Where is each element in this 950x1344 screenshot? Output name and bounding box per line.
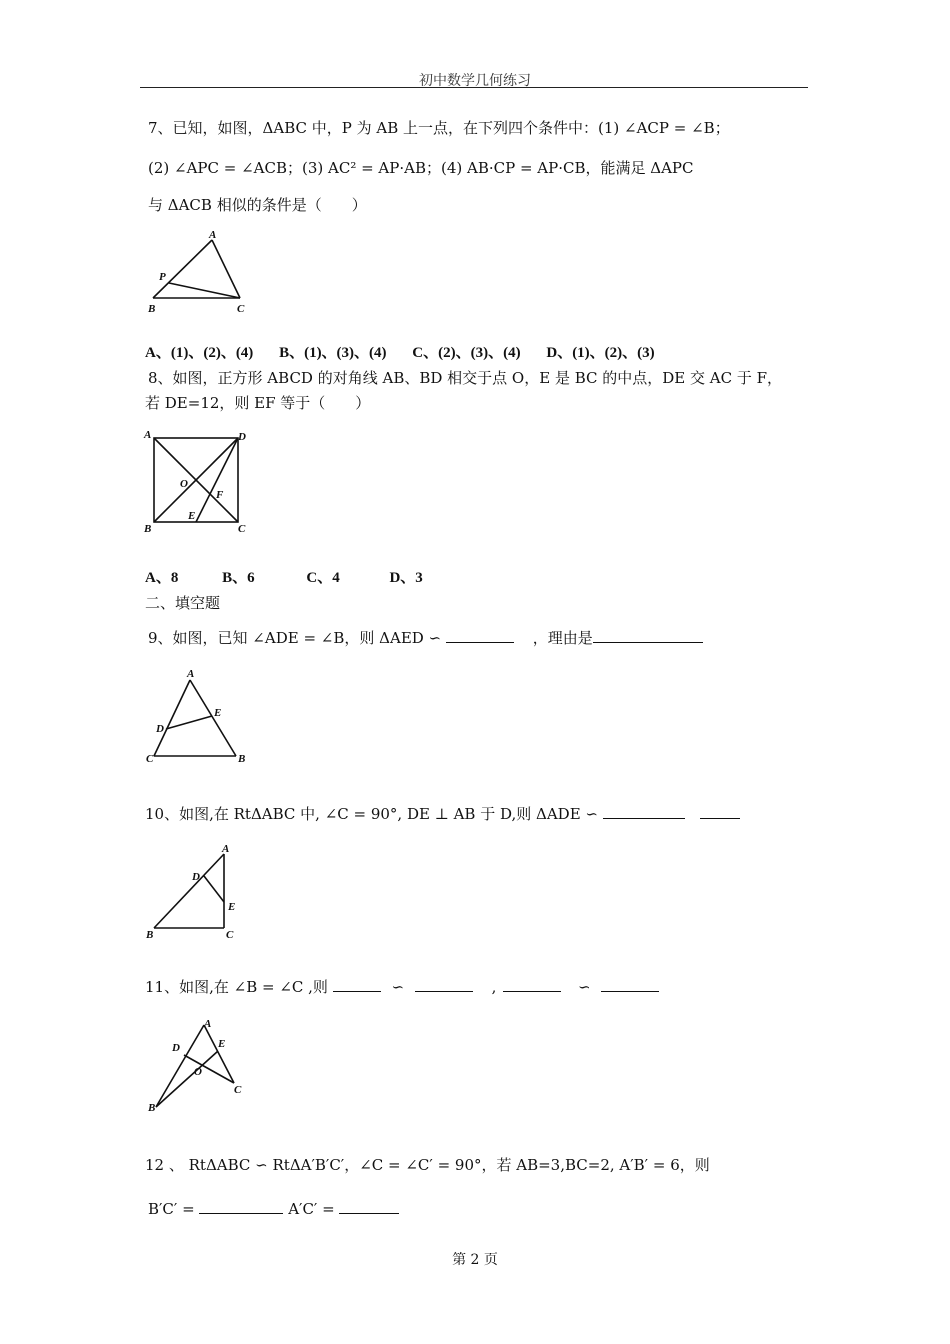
q11-label-o: O (194, 1066, 202, 1078)
q7-line3: 与 ΔACB 相似的条件是（ ） (148, 196, 367, 214)
q8-line1: 8、如图，正方形 ABCD 的对角线 AB、BD 相交于点 O，E 是 BC 的中点，DE 交 AC 于 F， (148, 369, 783, 387)
q11-segment-eb (156, 1051, 218, 1107)
q7-label-b: B (148, 303, 156, 315)
q12-ac-prefix: A′C′ = (288, 1200, 335, 1218)
q9-side-ac (154, 680, 190, 756)
q12-blank-bc[interactable] (199, 1199, 283, 1214)
q7-option-c[interactable]: C、(2)、(3)、(4) (412, 345, 521, 361)
q8-label-a: A (144, 429, 152, 441)
q7-option-d[interactable]: D、(1)、(2)、(3) (546, 345, 655, 361)
q9-label-a: A (187, 668, 195, 680)
q10-side-ab (154, 854, 224, 928)
q9-label-c: C (146, 753, 154, 765)
q10-label-c: C (226, 929, 234, 941)
q9-blank-similar[interactable] (446, 628, 514, 643)
q12-blank-ac[interactable] (339, 1199, 399, 1214)
q11-label-a: A (204, 1018, 212, 1030)
q10-prefix: 10、如图,在 RtΔABC 中, ∠C = 90°, DE ⊥ AB 于 D,则 ΔADE ∽ (145, 805, 598, 823)
header-rule (140, 87, 808, 88)
q7-line1: 7、已知，如图，ΔABC 中，P 为 AB 上一点，在下列四个条件中：(1) ∠ACP = ∠B； (148, 119, 730, 137)
q11-blank-3[interactable] (503, 977, 561, 992)
q10-triangle-figure (142, 842, 252, 944)
q12-line1: 12 、 RtΔABC ∽ RtΔA′B′C′，∠C = ∠C′ = 90°，若 AB=3,BC=2, A′B′ = 6，则 (145, 1156, 710, 1174)
q10-label-a: A (222, 843, 230, 855)
q11-label-b: B (148, 1102, 156, 1114)
q8-label-b: B (144, 523, 152, 535)
q8-options (145, 568, 445, 588)
q8-label-c: C (238, 523, 246, 535)
q7-label-a: A (209, 229, 217, 241)
q8-segment-de (196, 438, 238, 522)
q7-side-ab (153, 240, 212, 298)
q11-figure (142, 1015, 252, 1115)
q8-label-f: F (216, 489, 224, 501)
q10-segment-de (204, 876, 224, 902)
q11-similar-1: ∽ (391, 978, 405, 996)
q7-triangle-figure (145, 228, 255, 318)
q11-line (145, 977, 659, 997)
q11-prefix: 11、如图,在 ∠B = ∠C ,则 (145, 978, 328, 996)
q9-triangle-figure (142, 666, 257, 771)
q9-line (148, 628, 703, 648)
q10-label-d: D (192, 871, 200, 883)
q10-blank-2[interactable] (700, 804, 740, 819)
q10-label-e: E (228, 901, 236, 913)
q11-blank-4[interactable] (601, 977, 659, 992)
q8-square-figure (142, 426, 257, 536)
q8-option-b[interactable]: B、6 (222, 570, 255, 586)
q11-label-e: E (218, 1038, 226, 1050)
q11-similar-2: ∽ (577, 978, 591, 996)
q8-option-c[interactable]: C、4 (306, 570, 340, 586)
q8-label-e: E (188, 510, 196, 522)
q8-option-a[interactable]: A、8 (145, 570, 179, 586)
q10-line (145, 804, 740, 824)
q9-blank-reason[interactable] (593, 628, 703, 643)
section-title-fill-in: 二、填空题 (145, 594, 221, 612)
q7-side-ac (212, 240, 240, 298)
q9-label-d: D (156, 723, 164, 735)
q7-label-p: P (159, 271, 166, 283)
q7-label-c: C (237, 303, 245, 315)
q10-label-b: B (146, 929, 154, 941)
q7-options (145, 343, 677, 363)
q11-blank-2[interactable] (415, 977, 473, 992)
q7-segment-pc (169, 283, 240, 298)
q9-prefix: 9、如图，已知 ∠ADE = ∠B，则 ΔAED ∽ (148, 629, 442, 647)
q11-blank-1[interactable] (333, 977, 381, 992)
q7-line2: (2) ∠APC = ∠ACB；(3) AC² = AP·AB；(4) AB·CP = AP·CB，能满足 ΔAPC (148, 159, 694, 177)
q8-option-d[interactable]: D、3 (389, 570, 423, 586)
page-header: 初中数学几何练习 (419, 73, 531, 89)
q9-label-e: E (214, 707, 222, 719)
q11-comma: , (491, 978, 497, 996)
q7-option-b[interactable]: B、(1)、(3)、(4) (279, 345, 387, 361)
page-number: 第 2 页 (452, 1252, 498, 1268)
q9-side-ab (190, 680, 236, 756)
q11-label-d: D (172, 1042, 180, 1054)
q7-option-a[interactable]: A、(1)、(2)、(4) (145, 345, 254, 361)
q12-line2 (148, 1199, 399, 1219)
q8-line2: 若 DE=12，则 EF 等于（ ） (145, 394, 371, 412)
q8-label-o: O (180, 478, 188, 490)
q11-label-c: C (234, 1084, 242, 1096)
q12-bc-prefix: B′C′ = (148, 1200, 195, 1218)
q8-label-d: D (238, 431, 246, 443)
q9-reason-label: ，理由是 (532, 629, 593, 647)
q9-label-b: B (238, 753, 246, 765)
q10-blank-1[interactable] (603, 804, 685, 819)
